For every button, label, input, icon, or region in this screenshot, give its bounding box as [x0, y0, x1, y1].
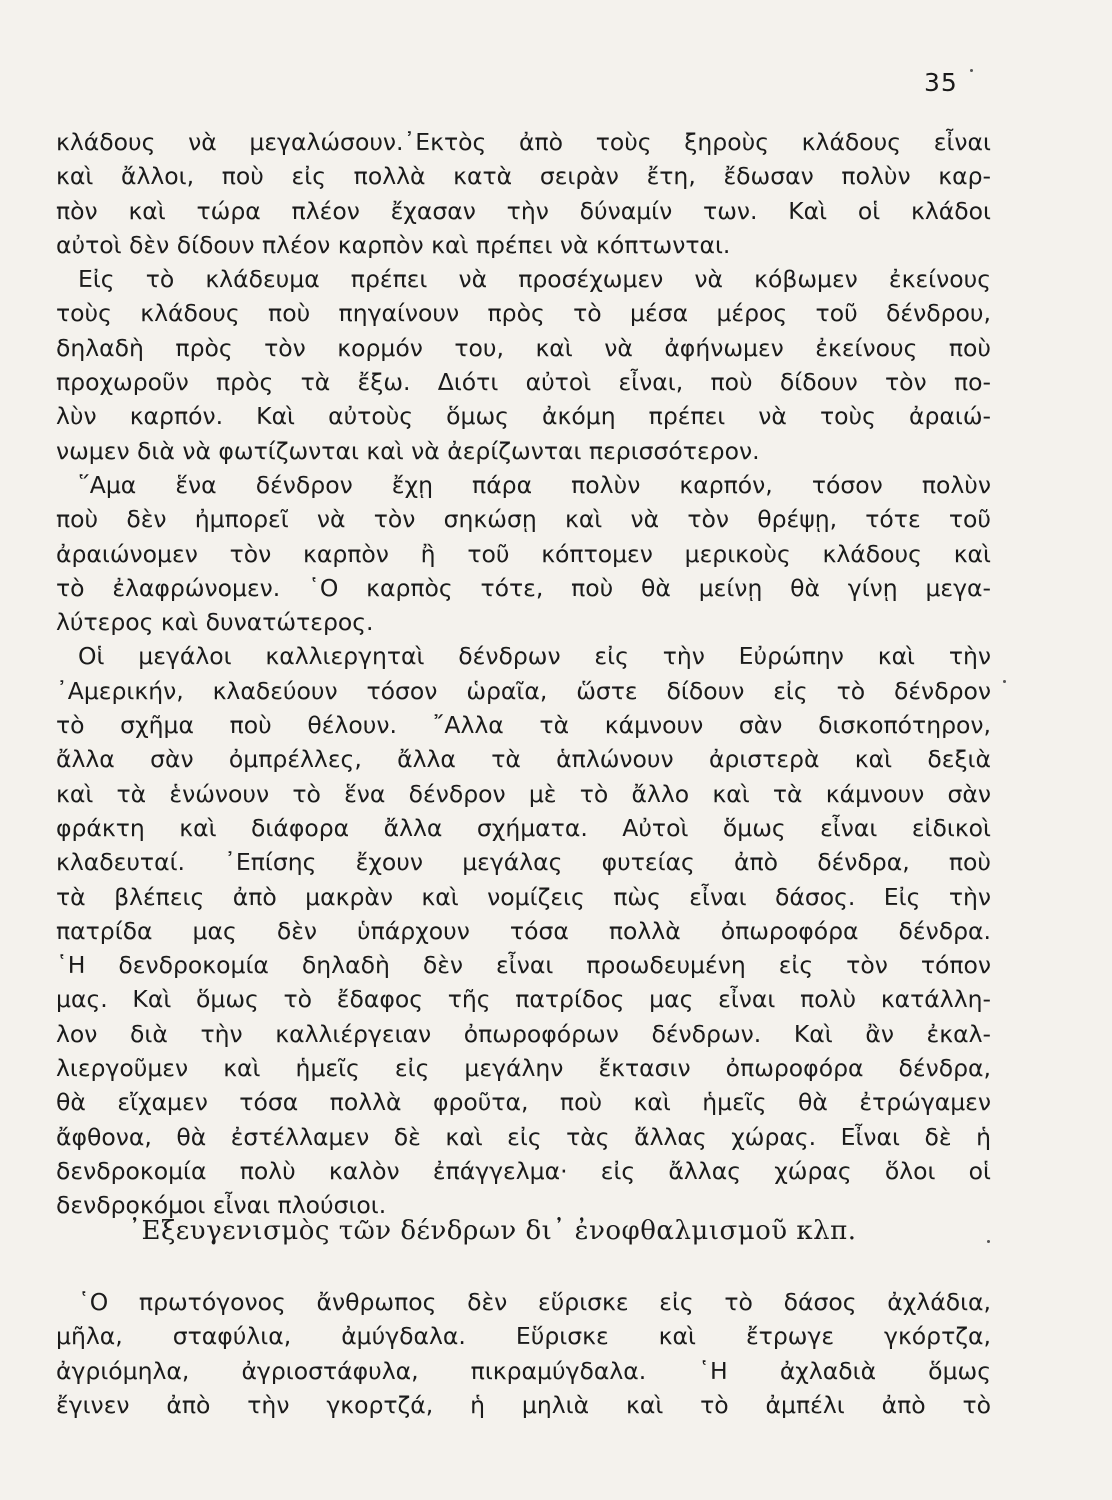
text-line: δενδροκόμοι εἶναι πλούσιοι.: [56, 1191, 387, 1220]
text-line: πατρίδα μας δὲν ὑπάρχουν τόσα πολλὰ ὀπωροφόρα δένδρα.: [56, 916, 991, 945]
main-text-block: [56, 125, 991, 1223]
text-line: τὸ σχῆμα ποὺ θέλουν. ῎Αλλα τὰ κάμνουν σὰν δισκοπότηρον,: [56, 711, 991, 740]
page-number: 35: [924, 68, 958, 97]
print-speck: [1003, 680, 1006, 683]
text-line: λύτερος καὶ δυνατώτερος.: [56, 608, 374, 637]
text-line: πὸν καὶ τώρα πλέον ἔχασαν τὴν δύναμίν των. Καὶ οἱ κλάδοι: [56, 196, 991, 225]
text-line: λιεργοῦμεν καὶ ἡμεῖς εἰς μεγάλην ἔκτασιν ὀπωροφόρα δένδρα,: [56, 1054, 991, 1083]
text-line: λὺν καρπόν. Καὶ αὐτοὺς ὅμως ἀκόμη πρέπει νὰ τοὺς ἀραιώ-: [56, 402, 991, 431]
text-line: μας. Καὶ ὅμως τὸ ἔδαφος τῆς πατρίδος μας εἶναι πολὺ κατάλλη-: [56, 985, 991, 1014]
text-line: ἄλλα σὰν ὀμπρέλλες, ἄλλα τὰ ἁπλώνουν ἀριστερὰ καὶ δεξιὰ: [56, 745, 991, 774]
text-line: ᾿Αμερικήν, κλαδεύουν τόσον ὡραῖα, ὥστε δίδουν εἰς τὸ δένδρον: [56, 676, 991, 705]
text-line: ποὺ δὲν ἠμπορεῖ νὰ τὸν σηκώσῃ καὶ νὰ τὸν θρέψῃ, τότε τοῦ: [56, 505, 991, 534]
text-line: λον διὰ τὴν καλλιέργειαν ὀπωροφόρων δένδρων. Καὶ ἂν ἐκαλ-: [56, 1019, 991, 1048]
text-line: θὰ εἴχαμεν τόσα πολλὰ φροῦτα, ποὺ καὶ ἡμεῖς θὰ ἐτρώγαμεν: [56, 1088, 991, 1117]
text-line: τοὺς κλάδους ποὺ πηγαίνουν πρὸς τὸ μέσα μέρος τοῦ δένδρου,: [56, 299, 991, 328]
text-line: τὰ βλέπεις ἀπὸ μακρὰν καὶ νομίζεις πὼς εἶναι δάσος. Εἰς τὴν: [56, 882, 991, 911]
text-line: ἄφθονα, θὰ ἐστέλλαμεν δὲ καὶ εἰς τὰς ἄλλας χώρας. Εἶναι δὲ ἡ: [56, 1122, 991, 1151]
text-line: Οἱ μεγάλοι καλλιεργηταὶ δένδρων εἰς τὴν Εὐρώπην καὶ τὴν: [78, 642, 991, 671]
text-line: φράκτη καὶ διάφορα ἄλλα σχήματα. Αὐτοὶ ὅμως εἶναι εἰδικοὶ: [56, 813, 991, 842]
text-line: ἔγινεν ἀπὸ τὴν γκορτζά, ἡ μηλιὰ καὶ τὸ ἀμπέλι ἀπὸ τὸ: [56, 1390, 991, 1419]
text-line: ῞Αμα ἕνα δένδρον ἔχῃ πάρα πολὺν καρπόν, τόσον πολὺν: [78, 470, 991, 499]
text-line: καὶ τὰ ἑνώνουν τὸ ἕνα δένδρον μὲ τὸ ἄλλο καὶ τὰ κάμνουν σὰν: [56, 779, 991, 808]
text-line: αὐτοὶ δὲν δίδουν πλέον καρπὸν καὶ πρέπει νὰ κόπτωνται.: [56, 230, 731, 259]
print-speck: [987, 1240, 990, 1243]
text-line: μῆλα, σταφύλια, ἀμύγδαλα. Εὕρισκε καὶ ἔτρωγε γκόρτζα,: [56, 1322, 991, 1351]
text-line: ἀγριόμηλα, ἀγριοστάφυλα, πικραμύγδαλα. ῾Η ἀχλαδιὰ ὅμως: [56, 1356, 991, 1385]
text-line: ἀραιώνομεν τὸν καρπὸν ἢ τοῦ κόπτομεν μερικοὺς κλάδους καὶ: [56, 539, 991, 568]
text-line: καὶ ἄλλοι, ποὺ εἰς πολλὰ κατὰ σειρὰν ἔτη, ἔδωσαν πολὺν καρ-: [56, 162, 991, 191]
section-heading: ᾿Εξευγενισμὸς τῶν δένδρων δι᾿ ἐνοφθαλμισμοῦ κλπ.: [128, 1216, 857, 1246]
text-line: νωμεν διὰ νὰ φωτίζωνται καὶ νὰ ἀερίζωνται περισσότερον.: [56, 436, 760, 465]
text-line: τὸ ἐλαφρώνομεν. ῾Ο καρπὸς τότε, ποὺ θὰ μείνῃ θὰ γίνῃ μεγα-: [56, 573, 991, 602]
text-line: δηλαδὴ πρὸς τὸν κορμόν του, καὶ νὰ ἀφήνωμεν ἐκείνους ποὺ: [56, 333, 991, 362]
text-line: δενδροκομία πολὺ καλὸν ἐπάγγελμα· εἰς ἄλλας χώρας ὅλοι οἱ: [56, 1156, 991, 1185]
text-line: κλαδευταί. ᾿Επίσης ἔχουν μεγάλας φυτείας ἀπὸ δένδρα, ποὺ: [56, 848, 991, 877]
text-line: προχωροῦν πρὸς τὰ ἔξω. Διότι αὐτοὶ εἶναι, ποὺ δίδουν τὸν πο-: [56, 368, 991, 397]
text-line: κλάδους νὰ μεγαλώσουν.᾿Εκτὸς ἀπὸ τοὺς ξηροὺς κλάδους εἶναι: [56, 128, 991, 156]
text-line: Εἰς τὸ κλάδευμα πρέπει νὰ προσέχωμεν νὰ κόβωμεν ἐκείνους: [78, 265, 991, 294]
print-speck: [970, 69, 973, 72]
text-line: ῾Ο πρωτόγονος ἄνθρωπος δὲν εὕρισκε εἰς τὸ δάσος ἀχλάδια,: [78, 1288, 991, 1316]
text-line: ῾Η δενδροκομία δηλαδὴ δὲν εἶναι προωδευμένη εἰς τὸν τόπον: [56, 951, 991, 980]
section-text-block: [56, 1285, 991, 1422]
